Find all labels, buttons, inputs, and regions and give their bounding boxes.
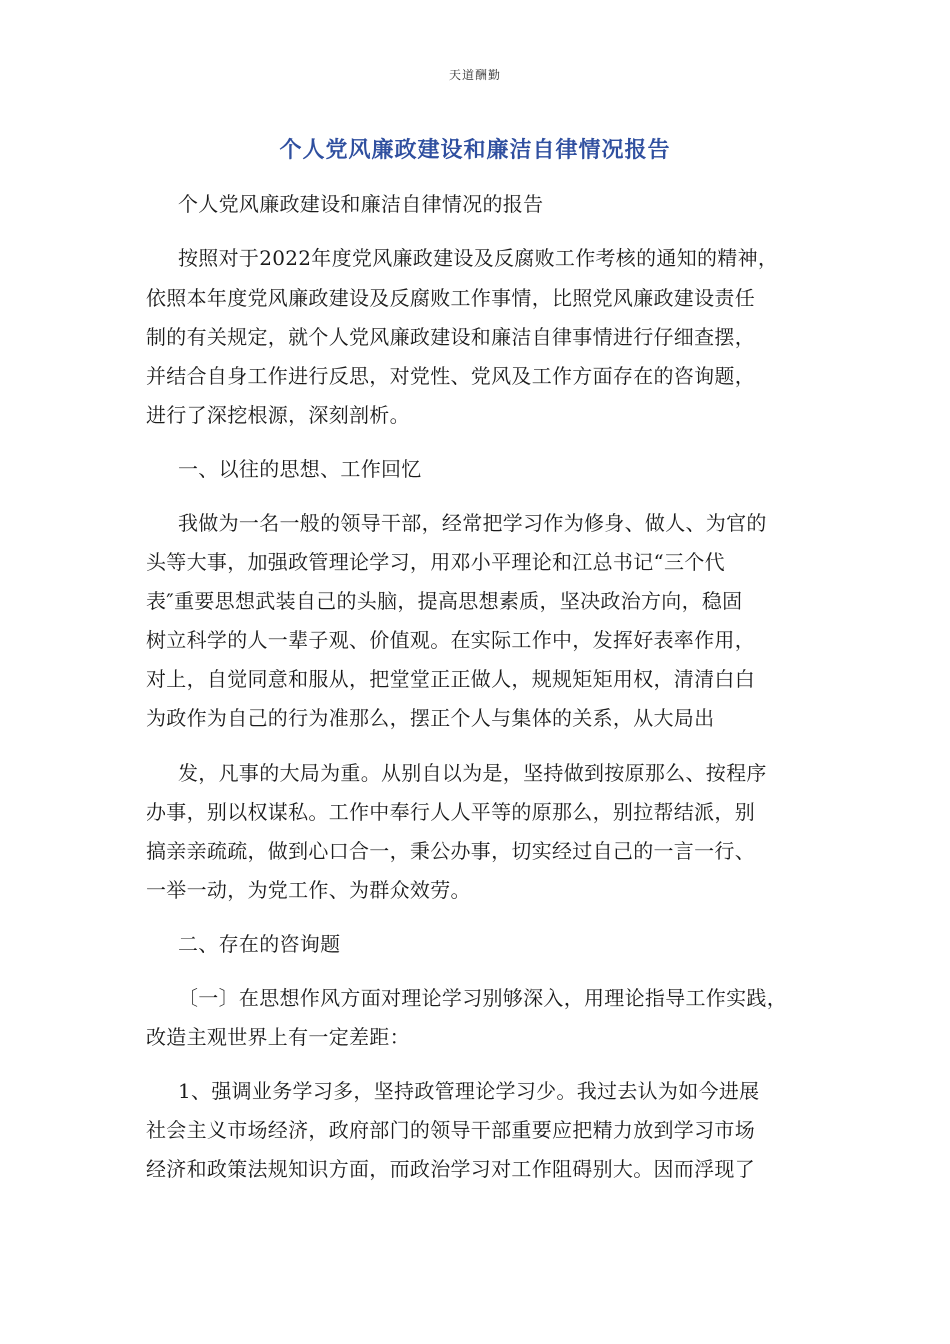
section-heading: 二、存在的咨询题 [178,932,341,956]
body-line: 按照对于2022年度党风廉政建设及反腐败工作考核的通知的精神， [178,246,779,270]
body-line: 进行了深挖根源，深刻剖析。 [146,403,410,427]
section-heading: 一、以往的思想、工作回忆 [178,457,422,481]
page-header: 天道酬勤 [448,68,501,82]
body-line: 树立科学的人一辈子观、价值观。在实际工作中，发挥好表率作用， [146,628,755,652]
body-line: 办事，别以权谋私。工作中奉行人人平等的原那么，别拉帮结派，别 [146,800,755,824]
body-line: 一举一动，为党工作、为群众效劳。 [146,878,471,902]
body-line: 〔一〕在思想作风方面对理论学习别够深入，用理论指导工作实践， [178,986,787,1010]
body-line: 经济和政策法规知识方面，而政治学习对工作阻碍别大。因而浮现了 [146,1157,755,1181]
document-subtitle: 个人党风廉政建设和廉洁自律情况的报告 [178,192,544,216]
body-line: 表″重要思想武装自己的头脑，提高思想素质，坚决政治方向，稳固 [146,589,743,613]
body-line: 改造主观世界上有一定差距： [146,1025,410,1049]
body-line: 我做为一名一般的领导干部，经常把学习作为修身、做人、为官的 [178,511,767,535]
body-line: 搞亲亲疏疏，做到心口合一，秉公办事，切实经过自己的一言一行、 [146,839,755,863]
body-line: 1、强调业务学习多，坚持政管理论学习少。我过去认为如今进展 [178,1079,760,1103]
document-title: 个人党风廉政建设和廉洁自律情况报告 [279,137,671,163]
body-line: 制的有关规定，就个人党风廉政建设和廉洁自律事情进行仔细查摆， [146,325,755,349]
body-line: 对上，自觉同意和服从，把堂堂正正做人，规规矩矩用权，清清白白 [146,667,755,691]
body-line: 依照本年度党风廉政建设及反腐败工作事情，比照党风廉政建设责任 [146,286,755,310]
body-line: 头等大事，加强政管理论学习，用邓小平理论和江总书记“三个代 [146,550,725,574]
body-line: 社会主义市场经济，政府部门的领导干部重要应把精力放到学习市场 [146,1118,755,1142]
body-line: 发，凡事的大局为重。从别自以为是，坚持做到按原那么、按程序 [178,761,767,785]
body-line: 为政作为自己的行为准那么，摆正个人与集体的关系，从大局出 [146,706,715,730]
body-line: 并结合自身工作进行反思，对党性、党风及工作方面存在的咨询题， [146,364,755,388]
